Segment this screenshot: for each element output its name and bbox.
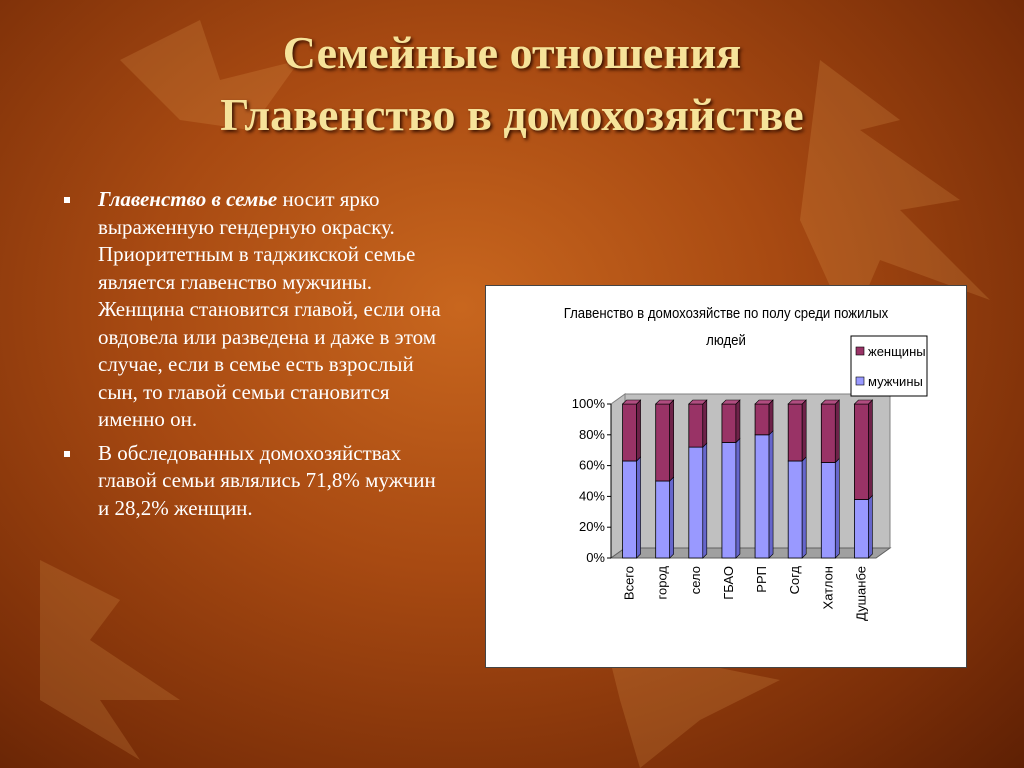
bullet-emphasis: Главенство в семье: [98, 187, 278, 211]
bar-side-men: [835, 459, 839, 558]
y-tick-label: 0%: [586, 550, 605, 565]
slide-title: [0, 22, 1024, 146]
bar-segment-men: [722, 443, 736, 559]
bar-side-men: [703, 443, 707, 558]
legend-label: женщины: [868, 344, 926, 359]
legend-swatch: [856, 347, 864, 355]
bar-side-men: [736, 439, 740, 559]
y-tick-label: 20%: [578, 519, 605, 535]
bar-side-women: [868, 400, 872, 499]
bullet-text: В обследованных домохозяйствах главой семьи являлись 71,8% мужчин и 28,2% женщин.: [98, 440, 436, 520]
bar-side-women: [802, 400, 806, 461]
x-category-label: Хатлон: [820, 566, 836, 610]
bar-segment-men: [689, 447, 703, 558]
bar-segment-women: [722, 404, 736, 443]
y-tick-label: 60%: [578, 457, 605, 473]
x-category-label: ГБАО: [720, 566, 736, 600]
stacked-bar-chart: [486, 286, 966, 667]
bar-side-men: [868, 495, 872, 558]
bar-segment-men: [623, 461, 637, 558]
bar-side-men: [670, 477, 674, 558]
bar-segment-men: [854, 499, 868, 558]
bar-side-women: [769, 400, 773, 435]
bar-side-women: [637, 400, 641, 461]
x-category-label: город: [654, 566, 670, 600]
bar-side-women: [703, 400, 707, 447]
bullet-square-icon: [64, 451, 70, 457]
bullet-square-icon: [64, 197, 70, 203]
chart-title: Главенство в домохозяйстве по полу среди пожилых людей: [563, 305, 889, 349]
bullet-item-1: [62, 186, 442, 434]
y-tick-label: 80%: [578, 426, 605, 442]
bar-segment-men: [755, 435, 769, 558]
legend-swatch: [856, 377, 864, 385]
bar-side-men: [637, 457, 641, 558]
bar-segment-women: [788, 404, 802, 461]
bullet-list: [62, 186, 442, 528]
bar-segment-women: [755, 404, 769, 435]
bar-segment-women: [623, 404, 637, 461]
bar-side-women: [736, 400, 740, 443]
title-line-1: Семейные отношения: [282, 27, 742, 78]
x-category-label: Душанбе: [853, 566, 869, 621]
y-tick-label: 100%: [571, 396, 605, 411]
bar-side-men: [802, 457, 806, 558]
bullet-text: носит ярко выраженную гендерную окраску. Приоритетным в таджикской семье является главенство мужчины. Женщина становится главой, если она овдовела или разведена и даже в этом случае, если в семье есть взрослый сын, то главой семьи становится именно он.: [98, 187, 441, 431]
bar-segment-women: [854, 404, 868, 499]
chart-floor: [611, 548, 890, 558]
bar-segment-women: [656, 404, 670, 481]
x-category-label: Согд: [787, 566, 803, 595]
legend-label: мужчины: [868, 374, 923, 389]
x-category-label: РРП: [754, 566, 770, 593]
bar-segment-men: [788, 461, 802, 558]
bar-segment-men: [821, 463, 835, 558]
bar-segment-women: [821, 404, 835, 463]
title-line-2: Главенство в домохозяйстве: [220, 89, 804, 140]
y-tick-label: 40%: [578, 488, 605, 504]
bar-segment-men: [656, 481, 670, 558]
bar-segment-women: [689, 404, 703, 447]
chart-panel: [485, 285, 967, 668]
x-category-label: Всего: [621, 566, 637, 601]
bullet-item-2: [62, 440, 442, 523]
bar-side-women: [670, 400, 674, 481]
x-category-label: село: [687, 566, 703, 595]
bar-side-women: [835, 400, 839, 463]
bar-side-men: [769, 431, 773, 558]
